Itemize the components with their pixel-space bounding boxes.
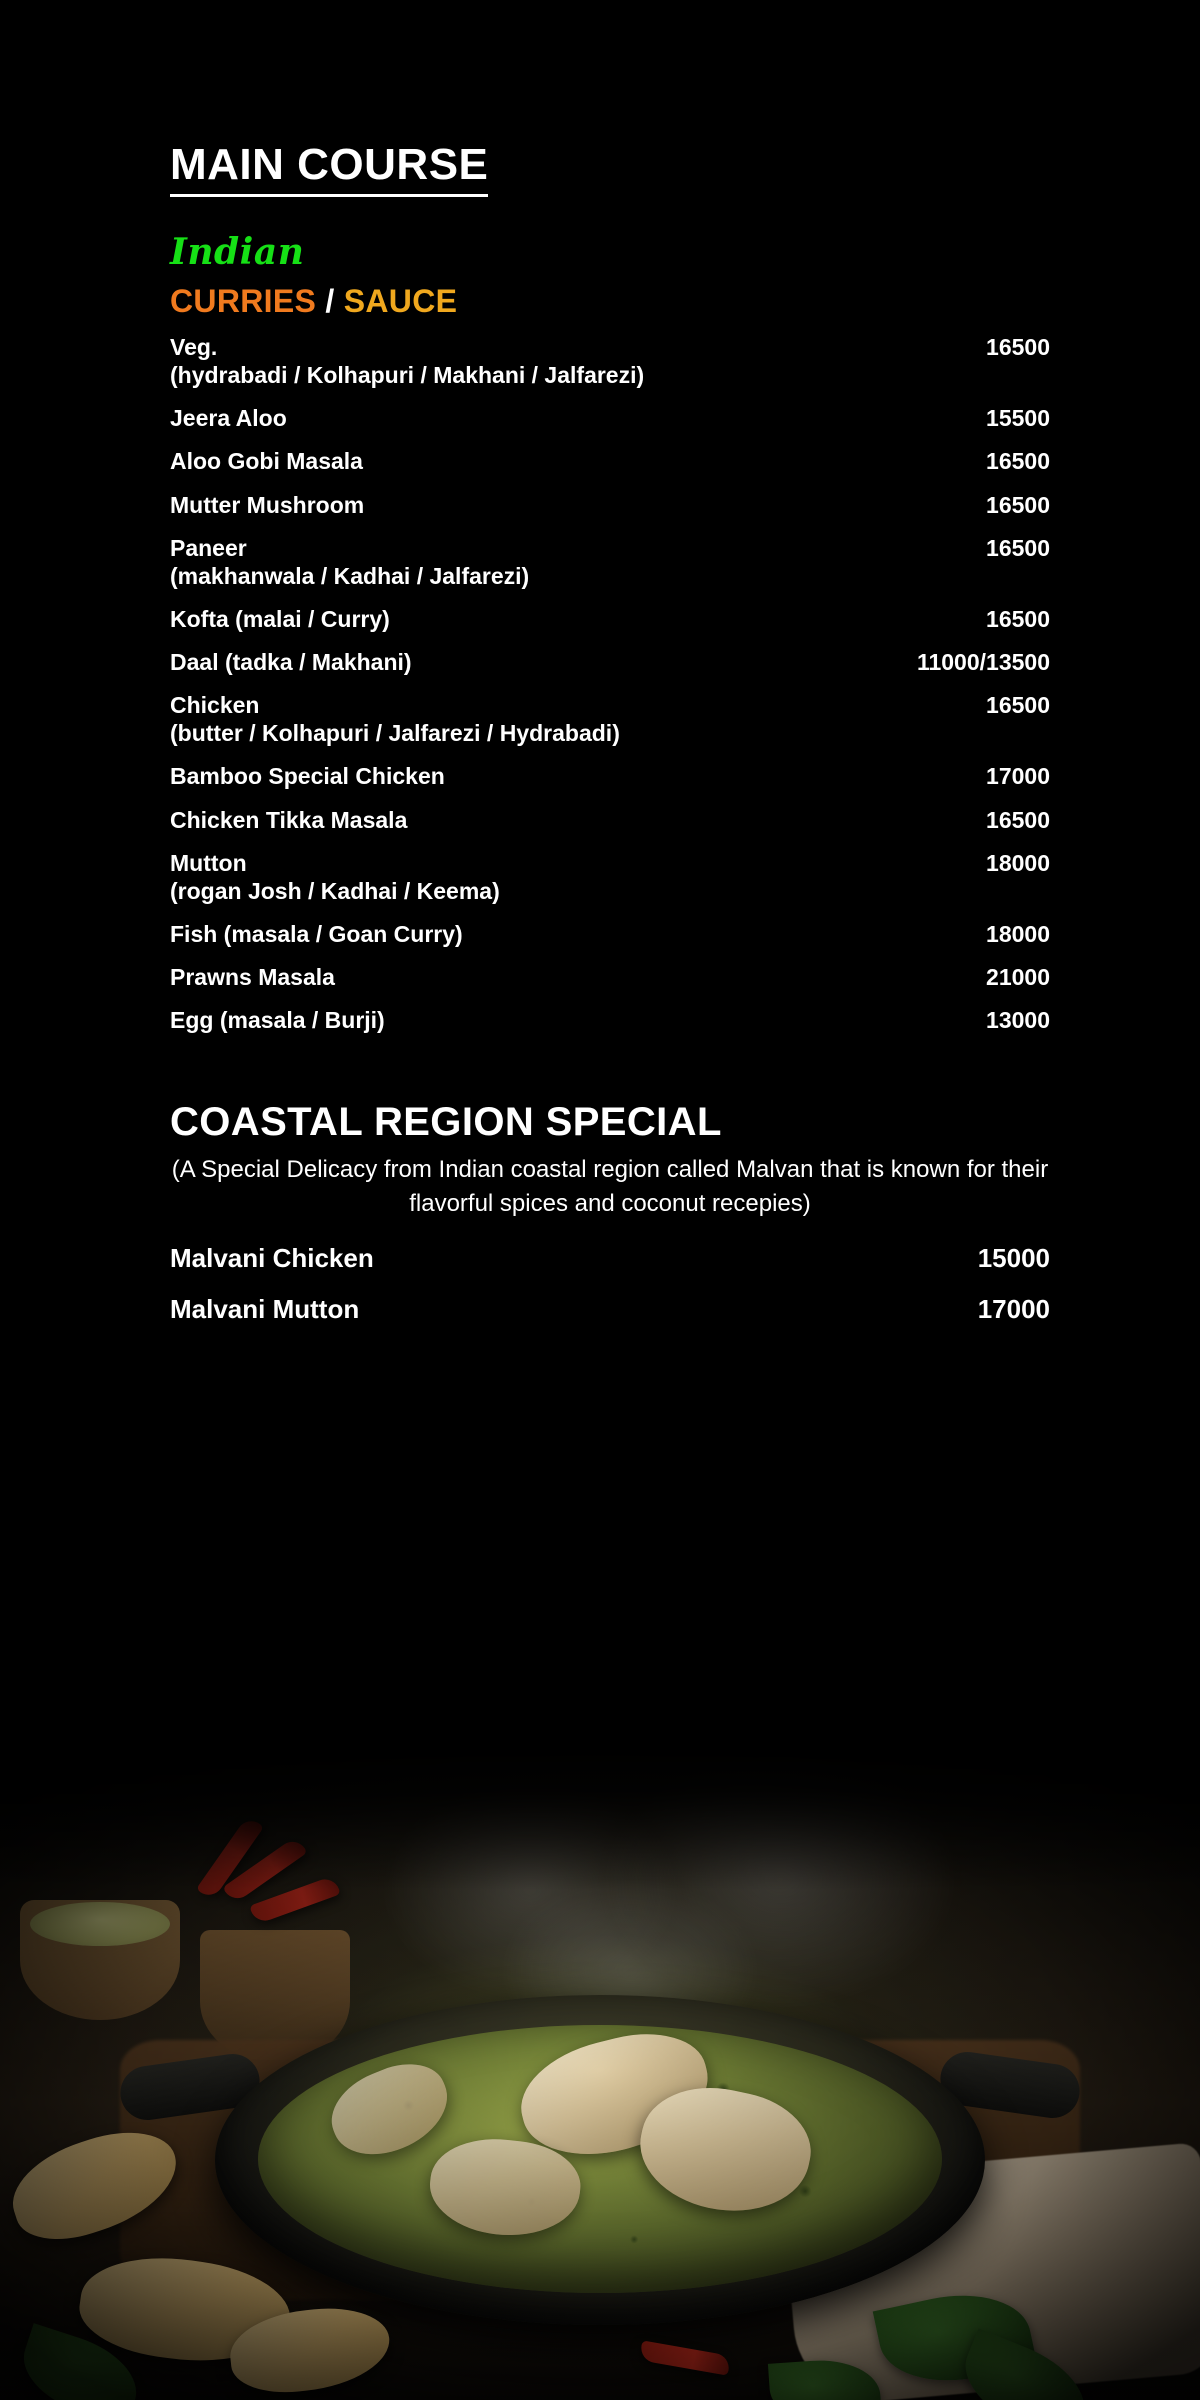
menu-item-row (170, 807, 1050, 834)
menu-item-name: Malvani Mutton (170, 1294, 360, 1325)
food-photo (0, 1740, 1200, 2400)
photo-top-fade (0, 1740, 1200, 1890)
coastal-items-list (170, 1243, 1050, 1324)
cuisine-heading: Indian (170, 231, 305, 273)
subsection-part-b: SAUCE (343, 283, 458, 319)
menu-item-row (170, 763, 1050, 790)
menu-item-name: Bamboo Special Chicken (170, 763, 445, 790)
menu-item-detail: (makhanwala / Kadhai / Jalfarezi) (170, 562, 530, 589)
menu-item-name: Paneer (makhanwala / Kadhai / Jalfarezi) (170, 534, 530, 589)
menu-item-name: Veg. (hydrabadi / Kolhapuri / Makhani / Jalfarezi) (170, 334, 645, 389)
menu-item-detail: (hydrabadi / Kolhapuri / Makhani / Jalfarezi) (170, 362, 645, 389)
menu-item-price: 15000 (977, 1243, 1050, 1274)
coastal-title: COASTAL REGION SPECIAL (170, 1100, 722, 1145)
menu-item-row (170, 405, 1050, 432)
menu-item-price: 16500 (986, 806, 1050, 833)
menu-item-name: Daal (tadka / Makhani) (170, 649, 412, 675)
menu-item-price: 16500 (986, 605, 1050, 632)
menu-item-price: 21000 (986, 964, 1050, 990)
menu-item-price: 15500 (986, 405, 1050, 432)
subsection-heading (170, 283, 1200, 320)
menu-item-name: Fish (masala / Goan Curry) (170, 920, 463, 947)
coastal-description: (A Special Delicacy from Indian coastal region called Malvan that is known for their flavorful spices and coconut recepies) (171, 1156, 1049, 1218)
menu-item-price: 17000 (977, 1294, 1050, 1325)
menu-item-row (170, 535, 1050, 590)
menu-item-row (170, 1294, 1050, 1325)
menu-item-name: Prawns Masala (170, 964, 335, 990)
menu-item-price: 16500 (986, 448, 1050, 475)
spice-powder (30, 1902, 170, 1946)
menu-item-row (170, 334, 1050, 389)
page-title: MAIN COURSE (170, 140, 488, 197)
menu-item-price: 18000 (986, 920, 1050, 947)
menu-item-row (170, 850, 1050, 905)
menu-item-row (170, 649, 1050, 676)
menu-item-name: Aloo Gobi Masala (170, 448, 363, 475)
menu-item-row (170, 1243, 1050, 1274)
page-title-wrap (170, 140, 1200, 197)
menu-item-detail: (butter / Kolhapuri / Jalfarezi / Hydrabadi) (170, 720, 620, 747)
menu-item-row (170, 921, 1050, 948)
menu-item-price: 11000/13500 (916, 649, 1050, 675)
menu-item-name: Jeera Aloo (170, 405, 287, 432)
menu-item-row (170, 692, 1050, 747)
menu-item-row (170, 606, 1050, 633)
menu-item-row (170, 448, 1050, 475)
menu-item-detail: (rogan Josh / Kadhai / Keema) (170, 877, 500, 904)
menu-item-name: Mutton (rogan Josh / Kadhai / Keema) (170, 849, 500, 904)
menu-item-price: 16500 (986, 692, 1050, 719)
menu-item-name: Chicken Tikka Masala (170, 806, 408, 833)
menu-item-price: 18000 (986, 849, 1050, 876)
menu-item-row (170, 492, 1050, 519)
menu-item-price: 17000 (986, 763, 1050, 790)
menu-item-row (170, 1007, 1050, 1034)
subsection-part-a: CURRIES (170, 283, 317, 319)
menu-item-name: Mutter Mushroom (170, 491, 365, 518)
subsection-separator: / (325, 283, 335, 319)
menu-item-price: 16500 (986, 534, 1050, 561)
menu-item-name: Egg (masala / Burji) (170, 1007, 385, 1034)
menu-item-price: 13000 (986, 1007, 1050, 1034)
menu-item-name: Kofta (malai / Curry) (170, 605, 390, 632)
menu-item-name: Chicken (butter / Kolhapuri / Jalfarezi / Hydrabadi) (170, 692, 620, 747)
curries-list (170, 334, 1050, 1034)
menu-item-row (170, 964, 1050, 991)
menu-item-price: 16500 (986, 491, 1050, 518)
menu-item-price: 16500 (986, 334, 1050, 360)
menu-item-name: Malvani Chicken (170, 1243, 374, 1274)
